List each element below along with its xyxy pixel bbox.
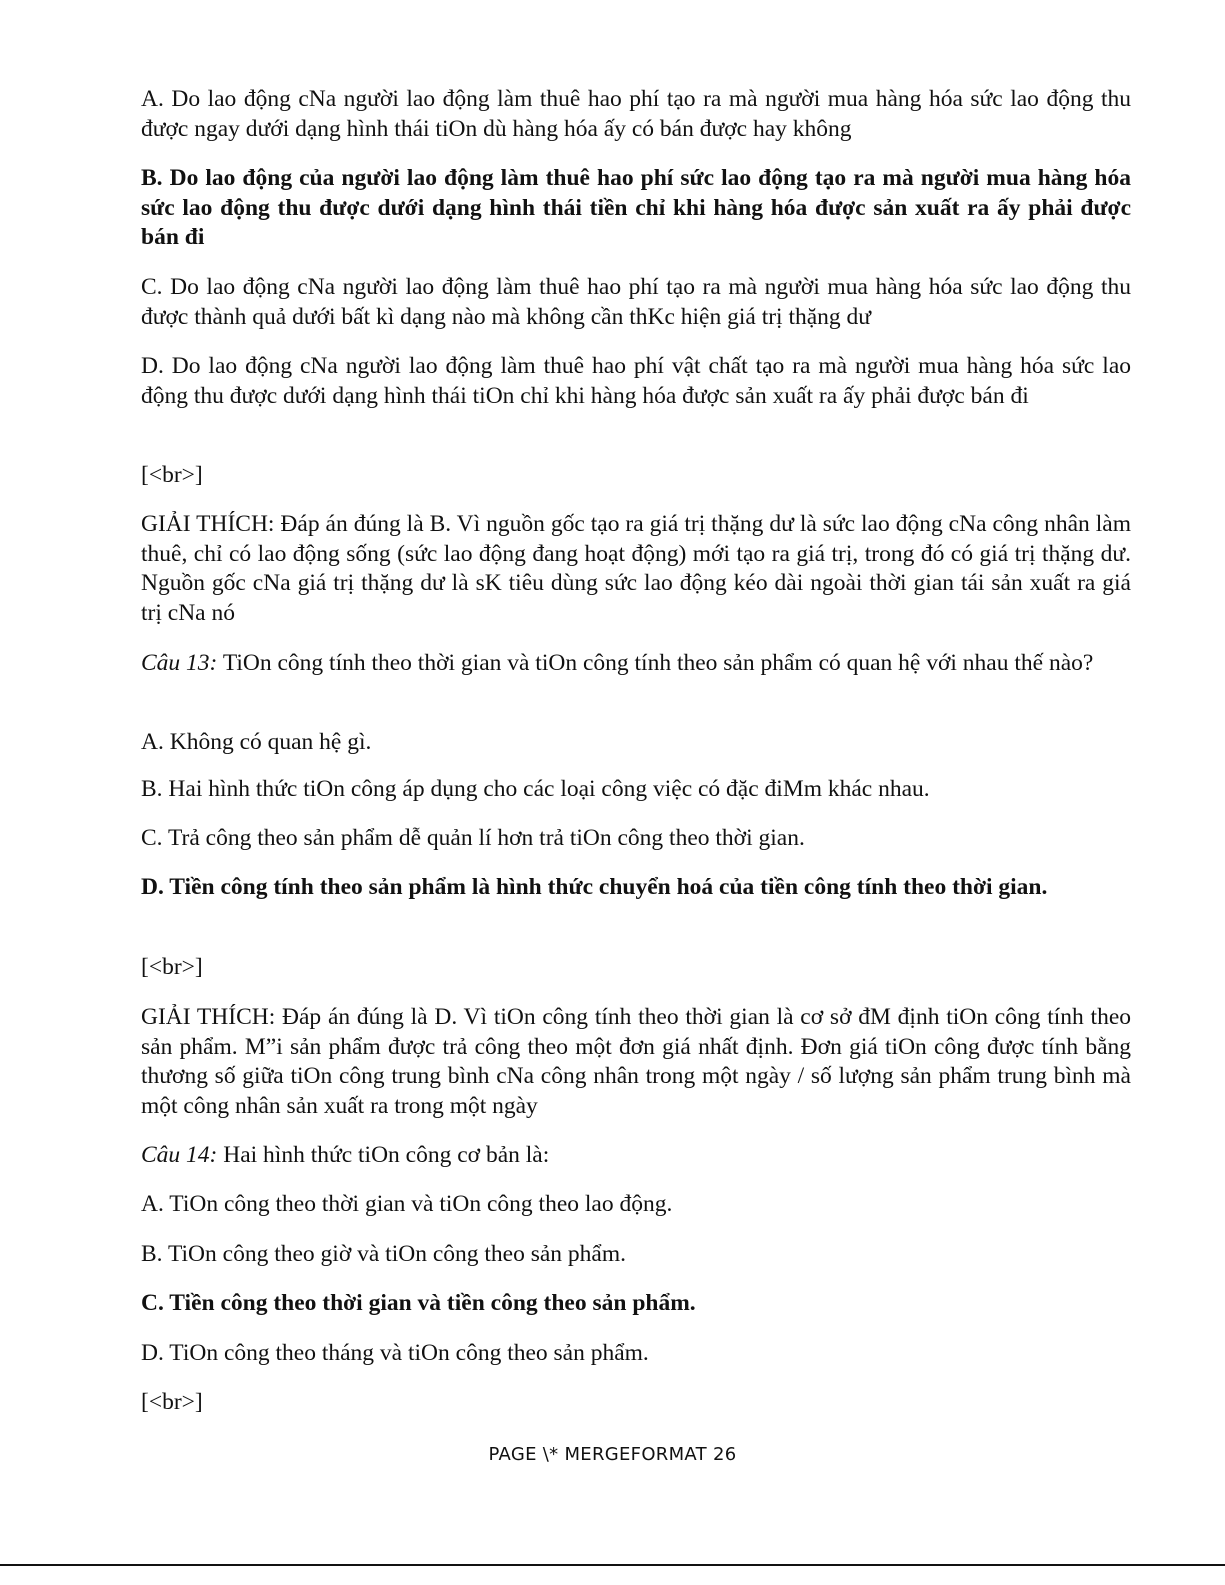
q13-option-a: A. Không có quan hệ gì. [141, 729, 372, 755]
q14-option-a: A. TiOn công theo thời gian và tiOn công theo lao động. [141, 1191, 673, 1217]
page-footer: PAGE \* MERGEFORMAT 26 [488, 1444, 737, 1465]
answer-option-d: D. Do lao động cNa người lao động làm thuê hao phí vật chất tạo ra mà người mua hàng hóa sức lao động thu được dưới dạng hình thái tiOn chỉ khi hàng hóa được sản xuất ra ấy phải được bán đi [141, 353, 1131, 409]
line-break-marker: [<br>] [141, 1389, 203, 1415]
question-13-label: Câu 13: [141, 650, 218, 676]
question-13 [141, 649, 1131, 679]
q13-option-c: C. Trả công theo sản phẩm dễ quản lí hơn trả tiOn công theo thời gian. [141, 825, 805, 851]
page-bottom-divider [0, 1564, 1225, 1566]
q14-option-b: B. TiOn công theo giờ và tiOn công theo sản phẩm. [141, 1241, 627, 1267]
answer-option-b-correct: B. Do lao động của người lao động làm thuê hao phí sức lao động tạo ra mà người mua hàng hóa sức lao động thu được dưới dạng hình thái tiền chỉ khi hàng hóa được sản xuất ra ấy phải được bán đi [141, 165, 1131, 250]
question-13-text: TiOn công tính theo thời gian và tiOn công tính theo sản phẩm có quan hệ với nhau thế nào? [217, 650, 1094, 676]
q14-option-c-correct: C. Tiền công theo thời gian và tiền công theo sản phẩm. [141, 1290, 696, 1316]
explanation-paragraph: GIẢI THÍCH: Đáp án đúng là B. Vì nguồn gốc tạo ra giá trị thặng dư là sức lao động cNa công nhân làm thuê, chỉ có lao động sống (sức lao động đang hoạt động) mới tạo ra giá trị, trong đó có giá trị thặng dư. Nguồn gốc cNa giá trị thặng dư là sK tiêu dùng sức lao động kéo dài ngoài thời gian tái sản xuất ra giá trị cNa nó [141, 511, 1131, 626]
q13-option-b: B. Hai hình thức tiOn công áp dụng cho các loại công việc có đặc điMm khác nhau. [141, 776, 930, 802]
explanation-paragraph: GIẢI THÍCH: Đáp án đúng là D. Vì tiOn công tính theo thời gian là cơ sở đM định tiOn công tính theo sản phẩm. M”i sản phẩm được trả công theo một đơn giá nhất định. Đơn giá tiOn công được tính bằng thương số giữa tiOn công trung bình cNa công nhân trong một ngày / số lượng sản phẩm trung bình mà một công nhân sản xuất ra trong một ngày [141, 1004, 1131, 1119]
line-break-marker: [<br>] [141, 462, 203, 488]
question-14-label: Câu 14: [141, 1142, 218, 1168]
line-break-marker: [<br>] [141, 954, 203, 980]
question-14 [141, 1141, 1131, 1171]
q13-option-d-correct: D. Tiền công tính theo sản phẩm là hình thức chuyển hoá của tiền công tính theo thời gian. [141, 874, 1048, 900]
answer-option-a: A. Do lao động cNa người lao động làm thuê hao phí tạo ra mà người mua hàng hóa sức lao động thu được ngay dưới dạng hình thái tiOn dù hàng hóa ấy có bán được hay không [141, 86, 1131, 142]
answer-option-c: C. Do lao động cNa người lao động làm thuê hao phí tạo ra mà người mua hàng hóa sức lao động thu được thành quả dưới bất kì dạng nào mà không cần thKc hiện giá trị thặng dư [141, 274, 1131, 330]
q14-option-d: D. TiOn công theo tháng và tiOn công theo sản phẩm. [141, 1340, 649, 1366]
question-14-text: Hai hình thức tiOn công cơ bản là: [217, 1142, 550, 1168]
